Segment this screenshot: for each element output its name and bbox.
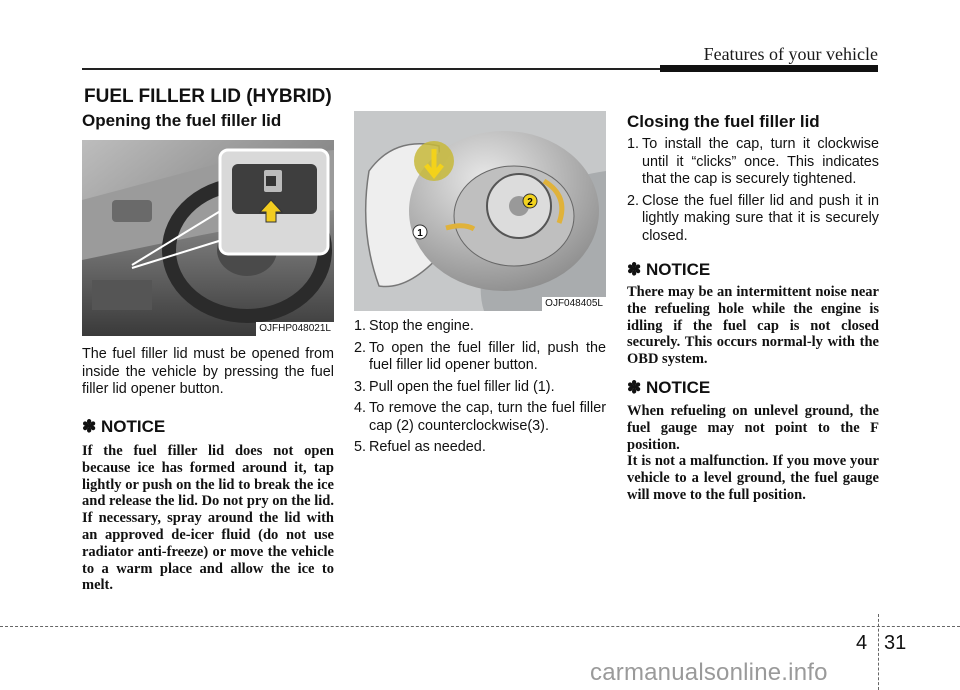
list-item bbox=[354, 318, 606, 336]
list-item bbox=[354, 400, 606, 435]
notice-text bbox=[627, 403, 879, 504]
step-number: 5. bbox=[354, 439, 367, 455]
list-item bbox=[354, 379, 606, 397]
page-number: 31 bbox=[884, 632, 907, 654]
list-item bbox=[627, 136, 879, 189]
step-number: 2. bbox=[354, 339, 367, 356]
list-item bbox=[354, 439, 606, 457]
fuel-cap-illustration bbox=[354, 111, 606, 311]
notice-heading: ✽ NOTICE bbox=[627, 260, 711, 279]
step-text: To remove the cap, turn the fuel filler cap (2) counterclockwise(3). bbox=[369, 400, 606, 434]
footer-divider bbox=[878, 614, 879, 690]
step-text: To open the fuel filler lid, push the fuel filler lid opener button. bbox=[369, 339, 606, 373]
header-rule-accent bbox=[660, 65, 878, 72]
intro-paragraph: The fuel filler lid must be opened from inside the vehicle by pressing the fuel filler lid opener button. bbox=[82, 346, 334, 397]
notice-paragraph: It is not a malfunction. If you move your vehicle to a level ground, the fuel gauge will move to the full position. bbox=[627, 453, 879, 503]
dashboard-figure bbox=[82, 140, 334, 336]
footer-rule bbox=[0, 626, 960, 627]
list-item bbox=[354, 340, 606, 375]
fuel-cap-figure bbox=[354, 111, 606, 311]
section-header: Features of your vehicle bbox=[703, 44, 878, 64]
dashboard-illustration bbox=[82, 140, 334, 336]
opening-steps bbox=[354, 318, 606, 461]
notice-paragraph: When refueling on unlevel ground, the fuel gauge may not point to the F position. bbox=[627, 403, 879, 453]
step-number: 1. bbox=[354, 318, 367, 334]
step-text: Refuel as needed. bbox=[369, 439, 486, 455]
closing-steps bbox=[627, 136, 879, 249]
step-number: 1. bbox=[627, 136, 640, 152]
callout-1: 1 bbox=[417, 228, 423, 239]
step-text: To install the cap, turn it clockwise until it “clicks” once. This indicates that the cap is securely tightened. bbox=[642, 136, 879, 187]
page-title: FUEL FILLER LID (HYBRID) bbox=[84, 86, 332, 107]
step-number: 3. bbox=[354, 378, 367, 395]
watermark: carmanualsonline.info bbox=[590, 659, 828, 686]
figure-code: OJFHP048021L bbox=[256, 322, 334, 336]
chapter-number: 4 bbox=[856, 632, 868, 654]
closing-heading: Closing the fuel filler lid bbox=[627, 112, 820, 131]
step-text: Stop the engine. bbox=[369, 318, 474, 334]
notice-heading: ✽ NOTICE bbox=[82, 417, 166, 436]
step-text: Pull open the fuel filler lid (1). bbox=[369, 378, 555, 395]
step-text: Close the fuel filler lid and push it in lightly making sure that it is securely closed. bbox=[642, 192, 879, 244]
callout-2: 2 bbox=[527, 197, 533, 208]
list-item bbox=[627, 193, 879, 246]
notice-text: If the fuel filler lid does not open because ice has formed around it, tap lightly or push on the lid to break the ice and release the lid. Do not pry on the lid. If necessary, spray around the lid with an approved de-icer fluid (do not use radiator anti-freeze) or move the vehicle to a warm place and allow the ice to melt. bbox=[82, 443, 334, 594]
notice-text: There may be an intermittent noise near the refueling hole while the engine is idling if the fuel cap is not closed securely. This occurs normal-ly with the OBD system. bbox=[627, 284, 879, 368]
figure-code: OJF048405L bbox=[542, 297, 606, 311]
notice-heading: ✽ NOTICE bbox=[627, 378, 711, 397]
opening-heading: Opening the fuel filler lid bbox=[82, 111, 282, 130]
step-number: 2. bbox=[627, 192, 640, 209]
step-number: 4. bbox=[354, 400, 367, 416]
